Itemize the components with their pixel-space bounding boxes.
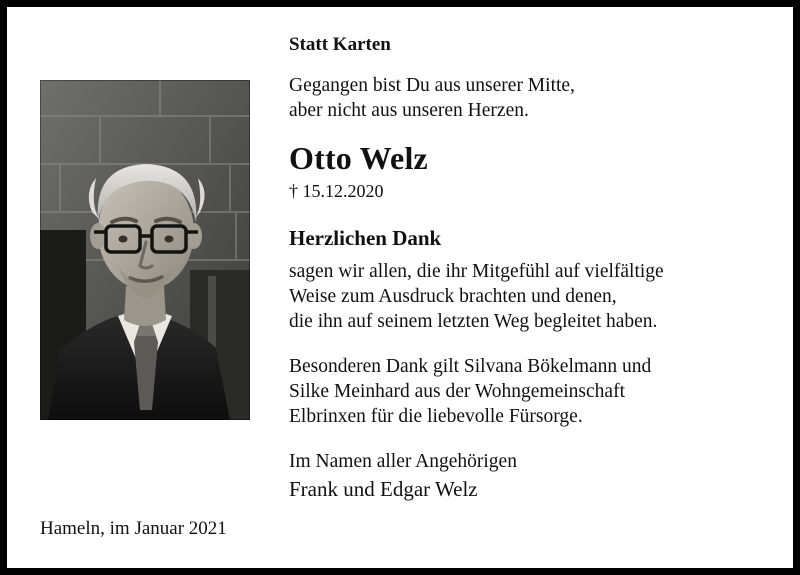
border-top — [0, 0, 800, 7]
notice-text-column — [289, 33, 769, 503]
notice-inner — [7, 7, 793, 568]
thanks-line-1: sagen wir allen, die ihr Mitgefühl auf vielfältige — [289, 261, 664, 282]
thanks-line-3: die ihn auf seinem letzten Weg begleitet haben. — [289, 311, 658, 332]
border-left — [0, 0, 7, 575]
place-and-date: Hameln, im Januar 2021 — [40, 518, 227, 539]
verse-line-2: aber nicht aus unseren Herzen. — [289, 100, 529, 121]
special-thanks-line-2: Silke Meinhard aus der Wohngemeinschaft — [289, 381, 625, 402]
deceased-name: Otto Welz — [289, 140, 428, 176]
special-thanks-line-3: Elbrinxen für die liebevolle Fürsorge. — [289, 406, 583, 427]
closing-line: Im Namen aller Angehörigen — [289, 451, 517, 472]
signers-line: Frank und Edgar Welz — [289, 477, 478, 501]
thanks-heading: Herzlichen Dank — [289, 226, 442, 250]
thanks-paragraph — [289, 259, 769, 334]
special-thanks-paragraph — [289, 354, 769, 429]
portrait-photo-image — [40, 80, 250, 420]
verse-block — [289, 73, 769, 123]
border-bottom — [0, 568, 800, 575]
thanks-line-2: Weise zum Ausdruck brachten und denen, — [289, 286, 617, 307]
death-date: † 15.12.2020 — [289, 181, 384, 201]
special-thanks-line-1: Besonderen Dank gilt Silvana Bökelmann und — [289, 356, 652, 377]
verse-line-1: Gegangen bist Du aus unserer Mitte, — [289, 75, 575, 96]
portrait-photo — [40, 80, 250, 420]
border-right — [793, 0, 800, 575]
statt-karten-heading: Statt Karten — [289, 34, 391, 55]
